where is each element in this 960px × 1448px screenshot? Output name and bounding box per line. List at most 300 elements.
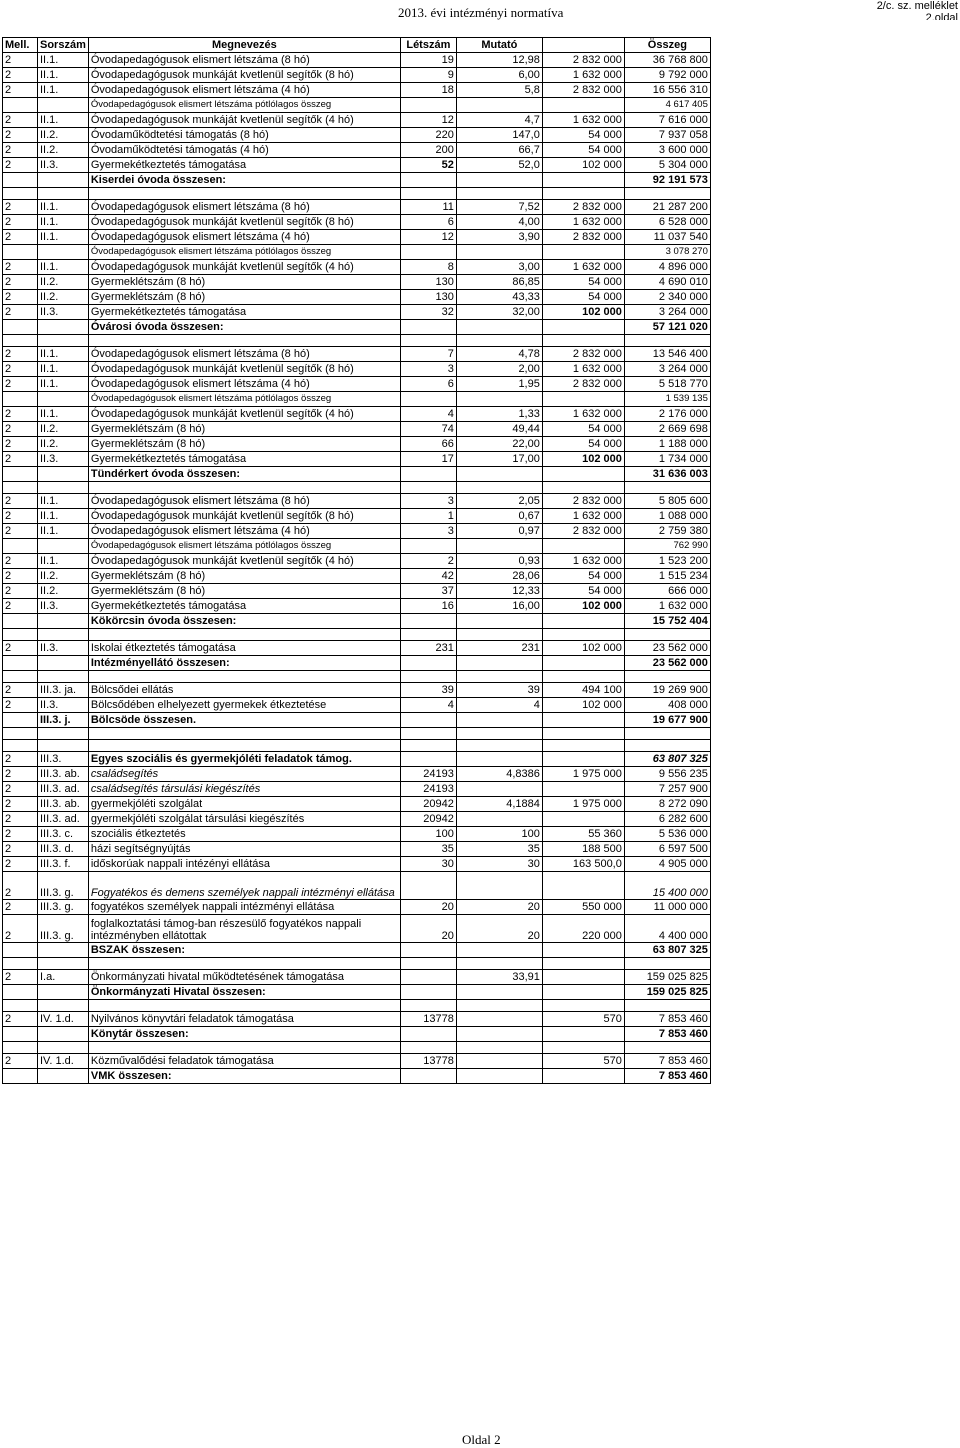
cell-letszam xyxy=(400,970,456,985)
cell-sorszam: II.1. xyxy=(38,200,89,215)
cell-osszeg: 4 905 000 xyxy=(624,857,710,872)
table-row xyxy=(3,230,711,245)
cell-sorszam xyxy=(38,629,89,641)
cell-letszam: 9 xyxy=(400,68,456,83)
cell-sorszam xyxy=(38,656,89,671)
cell-egysegar xyxy=(542,872,624,900)
cell-mutato: 4,00 xyxy=(456,215,542,230)
cell-letszam xyxy=(400,320,456,335)
col-header-megnevezes: Megnevezés xyxy=(88,38,400,53)
cell-egysegar: 54 000 xyxy=(542,584,624,599)
cell-egysegar xyxy=(542,245,624,260)
cell-osszeg: 3 264 000 xyxy=(624,305,710,320)
cell-egysegar: 102 000 xyxy=(542,698,624,713)
cell-sorszam xyxy=(38,98,89,113)
cell-mutato xyxy=(456,728,542,740)
cell-mell: 2 xyxy=(3,83,38,98)
cell-megnevezes: Óvárosi óvoda összesen: xyxy=(88,320,400,335)
cell-osszeg: 5 805 600 xyxy=(624,494,710,509)
cell-osszeg: 7 937 058 xyxy=(624,128,710,143)
spacer-row xyxy=(3,629,711,641)
table-row xyxy=(3,83,711,98)
subtotal-row xyxy=(3,713,711,728)
table-row xyxy=(3,752,711,767)
cell-mutato xyxy=(456,335,542,347)
cell-mell: 2 xyxy=(3,290,38,305)
cell-sorszam: II.2. xyxy=(38,569,89,584)
cell-letszam: 18 xyxy=(400,83,456,98)
cell-sorszam: III.3. j. xyxy=(38,713,89,728)
cell-osszeg: 5 518 770 xyxy=(624,377,710,392)
cell-osszeg: 1 515 234 xyxy=(624,569,710,584)
cell-megnevezes: BSZAK összesen: xyxy=(88,943,400,958)
table-row xyxy=(3,569,711,584)
cell-mutato: 39 xyxy=(456,683,542,698)
cell-megnevezes xyxy=(88,671,400,683)
cell-megnevezes: Óvodapedagógusok elismert létszáma (8 hó) xyxy=(88,347,400,362)
cell-sorszam xyxy=(38,671,89,683)
cell-egysegar: 1 632 000 xyxy=(542,113,624,128)
cell-megnevezes: fogyatékos személyek nappali intézményi ellátása xyxy=(88,900,400,915)
cell-letszam xyxy=(400,539,456,554)
col-header-mutato: Mutató xyxy=(456,38,542,53)
cell-letszam: 2 xyxy=(400,554,456,569)
cell-mutato xyxy=(456,812,542,827)
cell-sorszam: III.3. ad. xyxy=(38,812,89,827)
cell-mell: 2 xyxy=(3,143,38,158)
cell-egysegar xyxy=(542,782,624,797)
cell-letszam xyxy=(400,752,456,767)
cell-mell: 2 xyxy=(3,524,38,539)
page-footer: Oldal 2 xyxy=(462,1432,501,1447)
cell-letszam: 6 xyxy=(400,215,456,230)
cell-sorszam: II.3. xyxy=(38,158,89,173)
cell-osszeg xyxy=(624,482,710,494)
table-row xyxy=(3,245,711,260)
cell-osszeg: 1 188 000 xyxy=(624,437,710,452)
cell-mutato: 35 xyxy=(456,842,542,857)
cell-osszeg: 408 000 xyxy=(624,698,710,713)
cell-mell xyxy=(3,958,38,970)
cell-osszeg: 666 000 xyxy=(624,584,710,599)
cell-mutato: 52,0 xyxy=(456,158,542,173)
cell-osszeg: 15 400 000 xyxy=(624,872,710,900)
cell-mutato: 86,85 xyxy=(456,275,542,290)
cell-sorszam xyxy=(38,614,89,629)
cell-sorszam: II.1. xyxy=(38,524,89,539)
cell-megnevezes: Gyermeklétszám (8 hó) xyxy=(88,422,400,437)
cell-sorszam xyxy=(38,173,89,188)
table-row xyxy=(3,970,711,985)
cell-megnevezes: Óvodapedagógusok elismert létszáma pótlólagos összeg xyxy=(88,98,400,113)
cell-osszeg xyxy=(624,188,710,200)
cell-megnevezes: Kiserdei óvoda összesen: xyxy=(88,173,400,188)
cell-mell: 2 xyxy=(3,200,38,215)
cell-letszam xyxy=(400,728,456,740)
cell-letszam: 17 xyxy=(400,452,456,467)
cell-letszam: 74 xyxy=(400,422,456,437)
subtotal-row xyxy=(3,1027,711,1042)
cell-osszeg: 11 000 000 xyxy=(624,900,710,915)
cell-osszeg: 762 990 xyxy=(624,539,710,554)
cell-mell xyxy=(3,943,38,958)
spacer-row xyxy=(3,671,711,683)
spacer-row xyxy=(3,188,711,200)
cell-sorszam: II.1. xyxy=(38,362,89,377)
cell-osszeg: 36 768 800 xyxy=(624,53,710,68)
cell-sorszam xyxy=(38,985,89,1000)
cell-osszeg: 2 340 000 xyxy=(624,290,710,305)
cell-megnevezes: Óvodapedagógusok elismert létszáma (8 hó) xyxy=(88,53,400,68)
cell-megnevezes: Óvodaműködtetési támogatás (8 hó) xyxy=(88,128,400,143)
cell-megnevezes xyxy=(88,740,400,752)
cell-egysegar xyxy=(542,392,624,407)
table-row xyxy=(3,827,711,842)
cell-letszam: 13778 xyxy=(400,1012,456,1027)
col-header-osszeg: Összeg xyxy=(624,38,710,53)
cell-sorszam xyxy=(38,958,89,970)
cell-mell: 2 xyxy=(3,1054,38,1069)
cell-mutato: 4,8386 xyxy=(456,767,542,782)
cell-mutato xyxy=(456,782,542,797)
cell-letszam xyxy=(400,1027,456,1042)
table-row xyxy=(3,812,711,827)
cell-osszeg: 19 677 900 xyxy=(624,713,710,728)
cell-mell: 2 xyxy=(3,452,38,467)
cell-mell xyxy=(3,98,38,113)
cell-sorszam xyxy=(38,482,89,494)
cell-letszam: 3 xyxy=(400,524,456,539)
cell-sorszam: II.2. xyxy=(38,437,89,452)
cell-mutato xyxy=(456,539,542,554)
cell-mutato: 20 xyxy=(456,915,542,943)
cell-mutato: 66,7 xyxy=(456,143,542,158)
table-row xyxy=(3,362,711,377)
cell-megnevezes: foglalkoztatási támog-ban részesülő fogyatékos nappali intézményben ellátottak xyxy=(88,915,400,943)
cell-mell: 2 xyxy=(3,797,38,812)
cell-mutato xyxy=(456,392,542,407)
cell-letszam: 130 xyxy=(400,275,456,290)
table-row xyxy=(3,407,711,422)
cell-letszam xyxy=(400,1042,456,1054)
cell-megnevezes: Közművalődési feladatok támogatása xyxy=(88,1054,400,1069)
cell-megnevezes: Gyermekétkeztetés támogatása xyxy=(88,452,400,467)
cell-osszeg: 63 807 325 xyxy=(624,943,710,958)
cell-mutato xyxy=(456,985,542,1000)
table-row xyxy=(3,347,711,362)
cell-osszeg xyxy=(624,740,710,752)
cell-egysegar: 2 832 000 xyxy=(542,494,624,509)
cell-egysegar xyxy=(542,943,624,958)
table-row xyxy=(3,377,711,392)
cell-egysegar xyxy=(542,752,624,767)
cell-mell: 2 xyxy=(3,158,38,173)
cell-letszam: 20942 xyxy=(400,797,456,812)
cell-egysegar: 54 000 xyxy=(542,422,624,437)
cell-mell xyxy=(3,614,38,629)
cell-mell: 2 xyxy=(3,569,38,584)
cell-egysegar xyxy=(542,740,624,752)
cell-sorszam: III.3. g. xyxy=(38,915,89,943)
cell-mutato xyxy=(456,1012,542,1027)
cell-megnevezes: Óvodapedagógusok elismert létszáma (4 hó) xyxy=(88,377,400,392)
cell-osszeg: 92 191 573 xyxy=(624,173,710,188)
cell-egysegar: 54 000 xyxy=(542,437,624,452)
table-row xyxy=(3,98,711,113)
cell-letszam: 4 xyxy=(400,698,456,713)
cell-mutato: 4,7 xyxy=(456,113,542,128)
cell-mell: 2 xyxy=(3,68,38,83)
cell-mell: 2 xyxy=(3,53,38,68)
cell-mutato: 6,00 xyxy=(456,68,542,83)
cell-mell: 2 xyxy=(3,113,38,128)
cell-letszam: 6 xyxy=(400,377,456,392)
cell-megnevezes: Intézményellátó összesen: xyxy=(88,656,400,671)
cell-megnevezes: Gyermeklétszám (8 hó) xyxy=(88,569,400,584)
cell-osszeg: 6 597 500 xyxy=(624,842,710,857)
cell-megnevezes: Óvodaműködtetési támogatás (4 hó) xyxy=(88,143,400,158)
cell-mutato xyxy=(456,752,542,767)
cell-mell: 2 xyxy=(3,305,38,320)
cell-egysegar xyxy=(542,713,624,728)
table-row xyxy=(3,68,711,83)
cell-mutato: 16,00 xyxy=(456,599,542,614)
cell-megnevezes: Gyermeklétszám (8 hó) xyxy=(88,584,400,599)
cell-letszam xyxy=(400,656,456,671)
cell-sorszam: III.3. ab. xyxy=(38,797,89,812)
table-row xyxy=(3,128,711,143)
cell-mutato: 4,1884 xyxy=(456,797,542,812)
cell-letszam xyxy=(400,872,456,900)
cell-egysegar xyxy=(542,958,624,970)
cell-mell xyxy=(3,188,38,200)
cell-sorszam xyxy=(38,245,89,260)
cell-mell: 2 xyxy=(3,599,38,614)
cell-mutato: 147,0 xyxy=(456,128,542,143)
cell-egysegar: 1 975 000 xyxy=(542,797,624,812)
table-row xyxy=(3,698,711,713)
cell-osszeg: 57 121 020 xyxy=(624,320,710,335)
cell-osszeg: 1 523 200 xyxy=(624,554,710,569)
cell-egysegar: 102 000 xyxy=(542,452,624,467)
cell-egysegar xyxy=(542,188,624,200)
cell-egysegar xyxy=(542,1000,624,1012)
cell-mell: 2 xyxy=(3,275,38,290)
cell-mell xyxy=(3,985,38,1000)
cell-mutato: 231 xyxy=(456,641,542,656)
cell-mutato: 1,33 xyxy=(456,407,542,422)
cell-mutato xyxy=(456,98,542,113)
cell-mell: 2 xyxy=(3,782,38,797)
cell-mutato: 4 xyxy=(456,698,542,713)
cell-osszeg: 7 853 460 xyxy=(624,1054,710,1069)
cell-megnevezes: Óvodapedagógusok elismert létszáma pótlólagos összeg xyxy=(88,539,400,554)
cell-osszeg: 7 853 460 xyxy=(624,1027,710,1042)
cell-sorszam: II.2. xyxy=(38,290,89,305)
cell-osszeg: 4 690 010 xyxy=(624,275,710,290)
cell-egysegar: 54 000 xyxy=(542,290,624,305)
cell-osszeg: 63 807 325 xyxy=(624,752,710,767)
cell-osszeg: 9 556 235 xyxy=(624,767,710,782)
cell-egysegar xyxy=(542,1069,624,1084)
cell-letszam: 4 xyxy=(400,407,456,422)
table-row xyxy=(3,524,711,539)
cell-mutato xyxy=(456,958,542,970)
cell-egysegar: 163 500,0 xyxy=(542,857,624,872)
cell-sorszam: II.3. xyxy=(38,641,89,656)
subtotal-row xyxy=(3,614,711,629)
cell-osszeg: 7 853 460 xyxy=(624,1069,710,1084)
cell-mutato xyxy=(456,1054,542,1069)
cell-osszeg: 159 025 825 xyxy=(624,970,710,985)
cell-sorszam: II.1. xyxy=(38,53,89,68)
cell-mutato: 17,00 xyxy=(456,452,542,467)
table-row xyxy=(3,857,711,872)
cell-osszeg xyxy=(624,958,710,970)
cell-mell: 2 xyxy=(3,641,38,656)
cell-osszeg xyxy=(624,629,710,641)
cell-mell: 2 xyxy=(3,584,38,599)
cell-letszam xyxy=(400,740,456,752)
cell-mell xyxy=(3,1069,38,1084)
cell-megnevezes xyxy=(88,958,400,970)
cell-egysegar xyxy=(542,335,624,347)
cell-mell xyxy=(3,656,38,671)
cell-mell xyxy=(3,1027,38,1042)
cell-mutato: 0,97 xyxy=(456,524,542,539)
cell-megnevezes: Óvodapedagógusok munkáját kvetlenül segítők (4 hó) xyxy=(88,407,400,422)
cell-sorszam: II.1. xyxy=(38,494,89,509)
cell-letszam xyxy=(400,188,456,200)
cell-mutato: 100 xyxy=(456,827,542,842)
cell-megnevezes: VMK összesen: xyxy=(88,1069,400,1084)
cell-mell: 2 xyxy=(3,362,38,377)
cell-osszeg: 19 269 900 xyxy=(624,683,710,698)
cell-mutato xyxy=(456,1000,542,1012)
cell-letszam: 13778 xyxy=(400,1054,456,1069)
cell-sorszam: III.3. ab. xyxy=(38,767,89,782)
cell-mutato xyxy=(456,245,542,260)
cell-mell: 2 xyxy=(3,900,38,915)
cell-mell xyxy=(3,467,38,482)
cell-mutato: 0,67 xyxy=(456,509,542,524)
cell-letszam: 11 xyxy=(400,200,456,215)
cell-megnevezes: Tündérkert óvoda összesen: xyxy=(88,467,400,482)
cell-letszam: 8 xyxy=(400,260,456,275)
cell-sorszam: IV. 1.d. xyxy=(38,1012,89,1027)
table-row xyxy=(3,290,711,305)
cell-sorszam xyxy=(38,467,89,482)
cell-mutato: 22,00 xyxy=(456,437,542,452)
cell-egysegar: 2 832 000 xyxy=(542,200,624,215)
cell-egysegar xyxy=(542,98,624,113)
cell-mutato xyxy=(456,943,542,958)
cell-mutato xyxy=(456,173,542,188)
cell-egysegar xyxy=(542,1042,624,1054)
table-header-row xyxy=(3,38,711,53)
col-header-letszam: Létszám xyxy=(400,38,456,53)
cell-egysegar xyxy=(542,482,624,494)
cell-megnevezes: Kökörcsin óvoda összesen: xyxy=(88,614,400,629)
cell-egysegar xyxy=(542,728,624,740)
cell-sorszam xyxy=(38,1027,89,1042)
cell-mutato xyxy=(456,467,542,482)
cell-egysegar: 2 832 000 xyxy=(542,377,624,392)
cell-megnevezes: Iskolai étkeztetés támogatása xyxy=(88,641,400,656)
cell-mutato xyxy=(456,656,542,671)
cell-mutato: 33,91 xyxy=(456,970,542,985)
table-row xyxy=(3,260,711,275)
cell-sorszam: II.1. xyxy=(38,68,89,83)
cell-megnevezes: gyermekjóléti szolgálat xyxy=(88,797,400,812)
cell-sorszam: II.2. xyxy=(38,143,89,158)
table-row xyxy=(3,53,711,68)
table-row xyxy=(3,683,711,698)
cell-sorszam: II.1. xyxy=(38,554,89,569)
cell-mell: 2 xyxy=(3,347,38,362)
cell-egysegar: 550 000 xyxy=(542,900,624,915)
cell-megnevezes: házi segítségnyújtás xyxy=(88,842,400,857)
cell-megnevezes: Bölcsődében elhelyezett gyermekek étkeztetése xyxy=(88,698,400,713)
cell-letszam xyxy=(400,629,456,641)
cell-megnevezes: szociális étkeztetés xyxy=(88,827,400,842)
cell-mutato xyxy=(456,188,542,200)
cell-osszeg: 13 546 400 xyxy=(624,347,710,362)
cell-letszam xyxy=(400,943,456,958)
table-row xyxy=(3,584,711,599)
cell-osszeg xyxy=(624,728,710,740)
table-row xyxy=(3,1054,711,1069)
cell-egysegar: 1 632 000 xyxy=(542,407,624,422)
cell-letszam: 37 xyxy=(400,584,456,599)
cell-sorszam: II.2. xyxy=(38,128,89,143)
cell-osszeg: 23 562 000 xyxy=(624,656,710,671)
cell-osszeg: 7 257 900 xyxy=(624,782,710,797)
table-row xyxy=(3,915,711,943)
cell-mutato: 3,90 xyxy=(456,230,542,245)
cell-mell xyxy=(3,482,38,494)
subtotal-row xyxy=(3,1069,711,1084)
cell-megnevezes: Gyermeklétszám (8 hó) xyxy=(88,275,400,290)
cell-mutato: 49,44 xyxy=(456,422,542,437)
cell-egysegar: 570 xyxy=(542,1054,624,1069)
cell-letszam: 20942 xyxy=(400,812,456,827)
cell-mell: 2 xyxy=(3,377,38,392)
cell-mell: 2 xyxy=(3,698,38,713)
cell-osszeg: 7 616 000 xyxy=(624,113,710,128)
table-row xyxy=(3,422,711,437)
table-row xyxy=(3,554,711,569)
spacer-row xyxy=(3,1042,711,1054)
table-row xyxy=(3,509,711,524)
col-header-sorszam: Sorszám xyxy=(38,38,89,53)
normative-table xyxy=(2,37,711,1084)
cell-sorszam: II.1. xyxy=(38,509,89,524)
table-row xyxy=(3,437,711,452)
cell-osszeg: 5 536 000 xyxy=(624,827,710,842)
cell-letszam: 66 xyxy=(400,437,456,452)
cell-egysegar xyxy=(542,970,624,985)
table-row xyxy=(3,392,711,407)
cell-letszam: 39 xyxy=(400,683,456,698)
cell-megnevezes: Óvodapedagógusok munkáját kvetlenül segítők (8 hó) xyxy=(88,362,400,377)
cell-egysegar xyxy=(542,671,624,683)
cell-egysegar xyxy=(542,629,624,641)
cell-mutato xyxy=(456,740,542,752)
cell-egysegar: 102 000 xyxy=(542,305,624,320)
cell-letszam xyxy=(400,958,456,970)
cell-osszeg: 2 669 698 xyxy=(624,422,710,437)
